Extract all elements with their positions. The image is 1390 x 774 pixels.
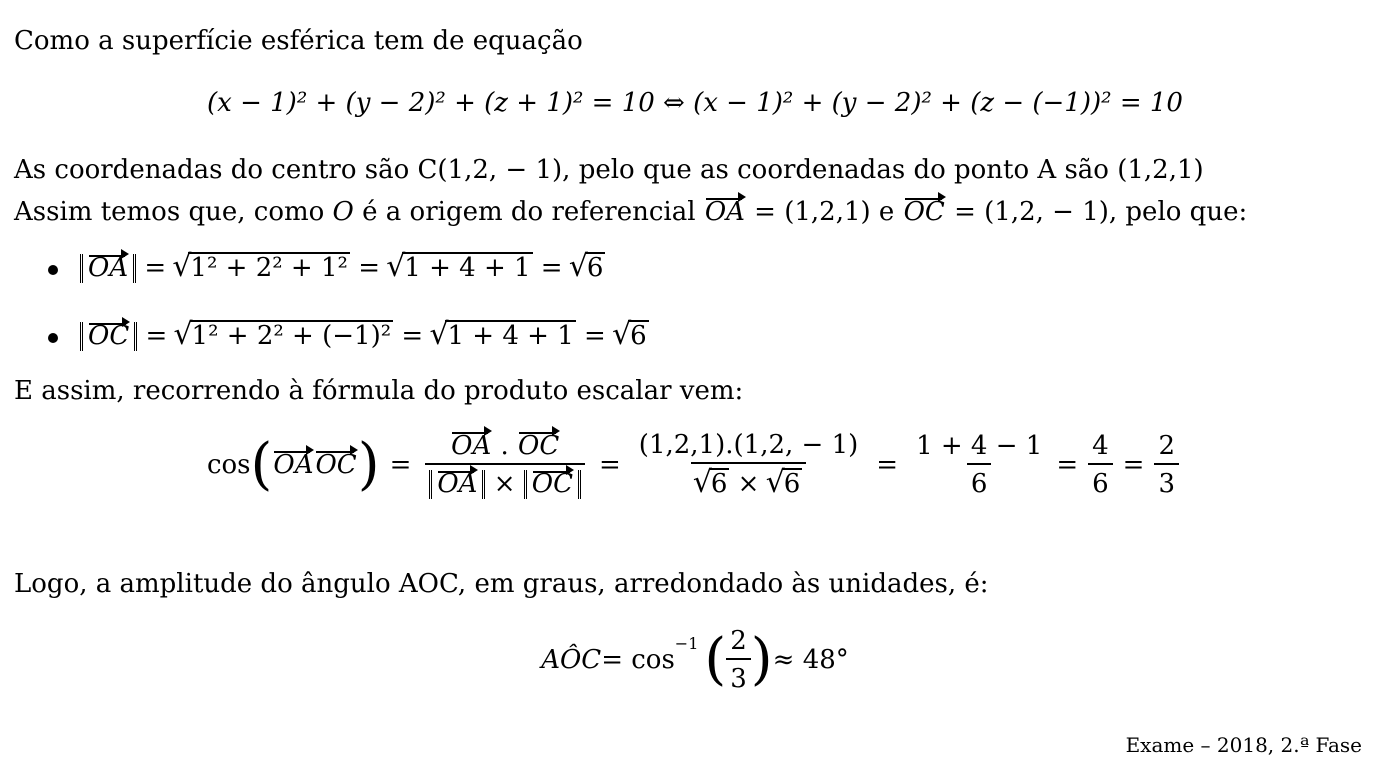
angle-eq: = cos <box>601 645 675 675</box>
sqrt-1 <box>174 252 350 284</box>
equals-4: = <box>1056 449 1079 480</box>
vector-oc: OC <box>315 449 357 480</box>
fraction-5-den: 3 <box>1154 463 1179 499</box>
bullet-1-eq3: = <box>532 253 571 283</box>
fraction-3-den: 6 <box>967 463 992 499</box>
sqrt-3 <box>571 252 606 284</box>
vector-oa: OA <box>451 430 492 461</box>
norm-oc <box>80 322 137 351</box>
sqrt-6 <box>614 320 649 352</box>
sqrt-8 <box>768 468 803 500</box>
norm-oc <box>524 470 581 499</box>
bullet-2-eq3: = <box>575 321 615 351</box>
escalar-text: E assim, recorrendo à fórmula do produto escalar vem: <box>14 376 744 406</box>
fraction-4 <box>1088 431 1113 499</box>
times-symbol: × <box>729 469 768 499</box>
vector-oa: OA <box>704 197 745 227</box>
angle-fraction <box>726 626 751 694</box>
radicand-3: 6 <box>586 253 604 283</box>
radicand-4: 1² + 2² + (−1)² <box>191 321 392 351</box>
right-paren: ) <box>357 431 380 497</box>
fraction-2-num: (1,2,1).(1,2, − 1) <box>638 430 859 460</box>
vector-oc: OC <box>518 430 560 461</box>
norm-oa <box>429 470 485 499</box>
vector-oc: OC <box>88 321 130 351</box>
assim-pre: Assim temos que, como <box>14 197 333 227</box>
equals-2: = <box>599 449 621 480</box>
cos-formula <box>0 430 1390 500</box>
left-paren: ( <box>250 431 273 497</box>
angle-fraction-den: 3 <box>726 658 751 694</box>
radicand-7: 6 <box>710 469 728 499</box>
sphere-equation: (x − 1)² + (y − 2)² + (z + 1)² = 10 ⇔ (x − 1)² + (y − 2)² + (z − (−1))² = 10 <box>207 88 1183 118</box>
times-symbol: × <box>485 468 524 499</box>
dot-symbol: . <box>492 430 518 461</box>
sqrt-2 <box>388 252 532 284</box>
radicand-1: 1² + 2² + 1² <box>190 253 348 283</box>
fraction-2-den <box>691 462 806 500</box>
footer-source: Exame – 2018, 2.ª Fase <box>1125 733 1362 757</box>
left-paren: ( <box>704 627 727 692</box>
fraction-3 <box>912 431 1046 499</box>
equals-5: = <box>1122 449 1145 480</box>
radicand-8: 6 <box>783 469 801 499</box>
angle-result: ≈ 48° <box>772 645 849 675</box>
radicand-6: 6 <box>630 321 647 351</box>
angle-formula <box>0 626 1390 694</box>
vector-oc: OC <box>531 468 573 499</box>
bullet-1-dot <box>48 265 58 275</box>
assim-eq1: = (1,2,1) e <box>745 197 903 227</box>
sqrt-5 <box>431 320 575 352</box>
centro-text: As coordenadas do centro são C(1,2, − 1), pelo que as coordenadas do ponto A são (1,2,1) <box>14 155 1204 185</box>
vector-oa: OA <box>88 253 129 283</box>
assim-text <box>14 197 1247 227</box>
angle-lhs: AÔC <box>541 645 602 675</box>
angle-fraction-num: 2 <box>730 626 747 656</box>
sqrt-7 <box>695 468 730 500</box>
fraction-1 <box>425 431 585 499</box>
sqrt-4 <box>176 320 394 352</box>
fraction-4-num: 4 <box>1092 430 1109 461</box>
fraction-1-num <box>446 431 564 463</box>
fraction-5-num: 2 <box>1158 430 1176 461</box>
assim-eq2: = (1,2, − 1), pelo que: <box>945 197 1248 227</box>
vector-oc: OC <box>903 197 945 227</box>
right-paren: ) <box>750 627 773 692</box>
vector-oa: OA <box>273 449 314 480</box>
vector-oa: OA <box>437 468 478 499</box>
radicand-2: 1 + 4 + 1 <box>404 253 531 283</box>
bullet-2-eq: = <box>137 321 176 351</box>
cos-label: cos <box>206 449 251 480</box>
origin-symbol: O <box>332 197 354 227</box>
assim-mid: é a origem do referencial <box>353 197 704 227</box>
logo-text: Logo, a amplitude do ângulo AOC, em graus, arredondado às unidades, é: <box>14 569 989 599</box>
equals-1: = <box>389 449 412 480</box>
bullet-2 <box>80 320 649 352</box>
fraction-5 <box>1154 431 1179 499</box>
bullet-2-dot <box>48 333 58 343</box>
fraction-1-den <box>425 463 585 499</box>
fraction-3-num: 1 + 4 − 1 <box>916 430 1043 461</box>
bullet-1-eq2: = <box>349 253 389 283</box>
bullet-1-eq: = <box>136 253 175 283</box>
intro-text: Como a superfície esférica tem de equação <box>14 26 583 56</box>
bullet-2-eq2: = <box>393 321 432 351</box>
norm-oa <box>80 254 136 283</box>
fraction-4-den: 6 <box>1088 463 1113 499</box>
radicand-5: 1 + 4 + 1 <box>447 321 574 351</box>
bullet-1 <box>80 252 605 284</box>
fraction-2 <box>635 430 862 500</box>
angle-sup: −1 <box>674 634 699 653</box>
equals-3: = <box>876 449 899 480</box>
